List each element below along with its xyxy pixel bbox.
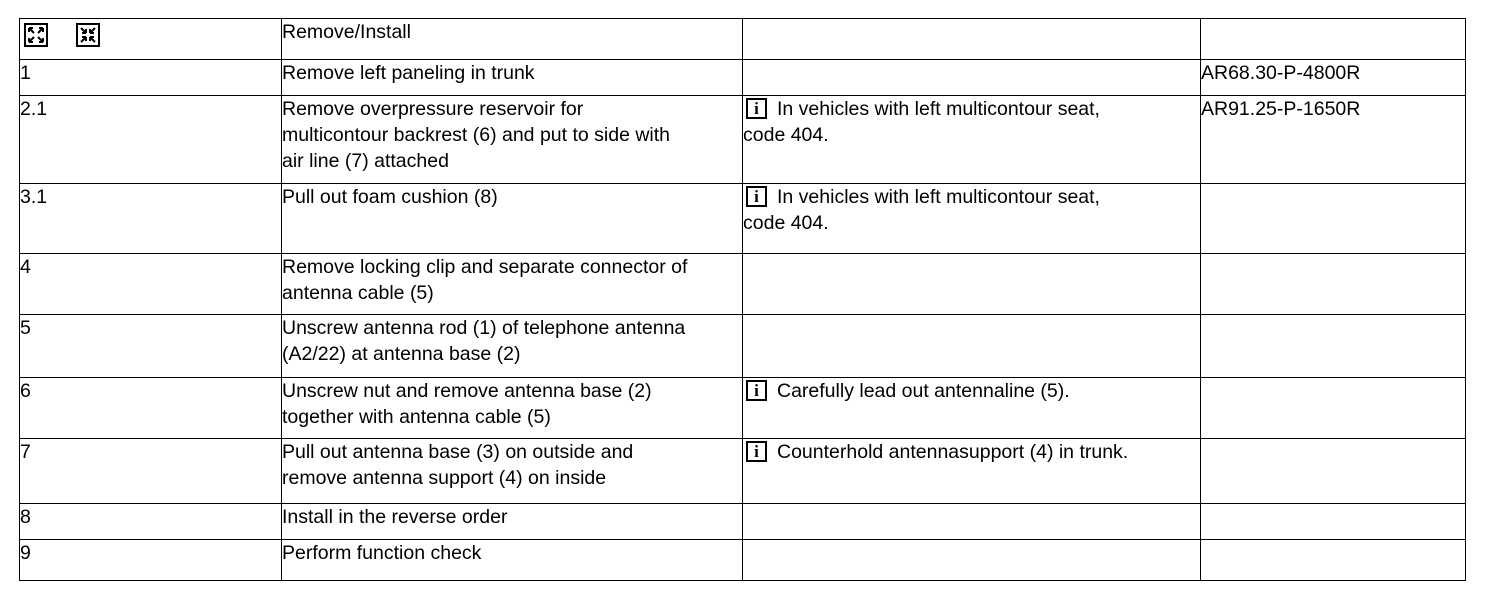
description-line: Perform function check (282, 542, 482, 564)
step-note (743, 60, 1201, 96)
expand-icon[interactable] (24, 23, 48, 47)
step-number: 6 (20, 378, 282, 439)
step-reference (1201, 184, 1466, 254)
step-reference[interactable]: AR68.30-P-4800R (1201, 60, 1466, 96)
table-row (20, 540, 1466, 581)
table-row (20, 96, 1466, 184)
info-icon: i (746, 380, 767, 401)
step-number: 1 (20, 60, 282, 96)
description-line: Pull out foam cushion (8) (282, 186, 498, 208)
step-description (282, 315, 743, 378)
table-row (20, 439, 1466, 504)
info-icon: i (746, 98, 767, 119)
step-note (743, 540, 1201, 581)
header-title: Remove/Install (282, 19, 743, 60)
table-row (20, 254, 1466, 315)
info-icon: i (746, 441, 767, 462)
step-note (743, 184, 1201, 254)
step-note (743, 96, 1201, 184)
description-line: together with antenna cable (5) (282, 406, 551, 428)
step-number: 9 (20, 540, 282, 581)
step-reference (1201, 439, 1466, 504)
step-reference (1201, 378, 1466, 439)
table-row (20, 315, 1466, 378)
description-line: Remove overpressure reservoir for (282, 98, 584, 120)
info-icon: i (746, 186, 767, 207)
step-description (282, 504, 743, 540)
step-reference (1201, 504, 1466, 540)
note-line: code 404. (743, 212, 829, 234)
description-line: (A2/22) at antenna base (2) (282, 343, 521, 365)
note-line: In vehicles with left multicontour seat, (777, 98, 1100, 120)
note-line: code 404. (743, 124, 829, 146)
description-line: Pull out antenna base (3) on outside and (282, 441, 634, 463)
step-reference (1201, 540, 1466, 581)
step-reference (1201, 254, 1466, 315)
step-note (743, 439, 1201, 504)
step-description (282, 540, 743, 581)
step-note (743, 504, 1201, 540)
description-line: antenna cable (5) (282, 282, 434, 304)
step-note (743, 315, 1201, 378)
collapse-icon[interactable] (76, 23, 100, 47)
description-line: Unscrew antenna rod (1) of telephone antenna (282, 317, 686, 339)
step-description (282, 439, 743, 504)
header-icons-cell (20, 19, 282, 60)
step-reference (1201, 315, 1466, 378)
step-description (282, 60, 743, 96)
step-description (282, 378, 743, 439)
table-row (20, 184, 1466, 254)
note-line: In vehicles with left multicontour seat, (777, 186, 1100, 208)
header-ref (1201, 19, 1466, 60)
step-number: 7 (20, 439, 282, 504)
step-description (282, 96, 743, 184)
description-line: air line (7) attached (282, 150, 449, 172)
step-note (743, 254, 1201, 315)
header-row (20, 19, 1466, 60)
step-reference[interactable]: AR91.25-P-1650R (1201, 96, 1466, 184)
procedure-table (19, 18, 1466, 581)
step-number: 3.1 (20, 184, 282, 254)
step-description (282, 254, 743, 315)
note-line: Carefully lead out antennaline (5). (777, 380, 1070, 402)
step-number: 4 (20, 254, 282, 315)
table-row (20, 504, 1466, 540)
description-line: multicontour backrest (6) and put to side with (282, 124, 671, 146)
description-line: Remove locking clip and separate connector of (282, 256, 688, 278)
step-number: 5 (20, 315, 282, 378)
step-note (743, 378, 1201, 439)
header-note (743, 19, 1201, 60)
table-row (20, 378, 1466, 439)
description-line: remove antenna support (4) on inside (282, 467, 607, 489)
note-line: Counterhold antennasupport (4) in trunk. (777, 441, 1129, 463)
step-number: 8 (20, 504, 282, 540)
step-description (282, 184, 743, 254)
description-line: Remove left paneling in trunk (282, 62, 535, 84)
description-line: Unscrew nut and remove antenna base (2) (282, 380, 652, 402)
description-line: Install in the reverse order (282, 506, 508, 528)
step-number: 2.1 (20, 96, 282, 184)
table-row (20, 60, 1466, 96)
